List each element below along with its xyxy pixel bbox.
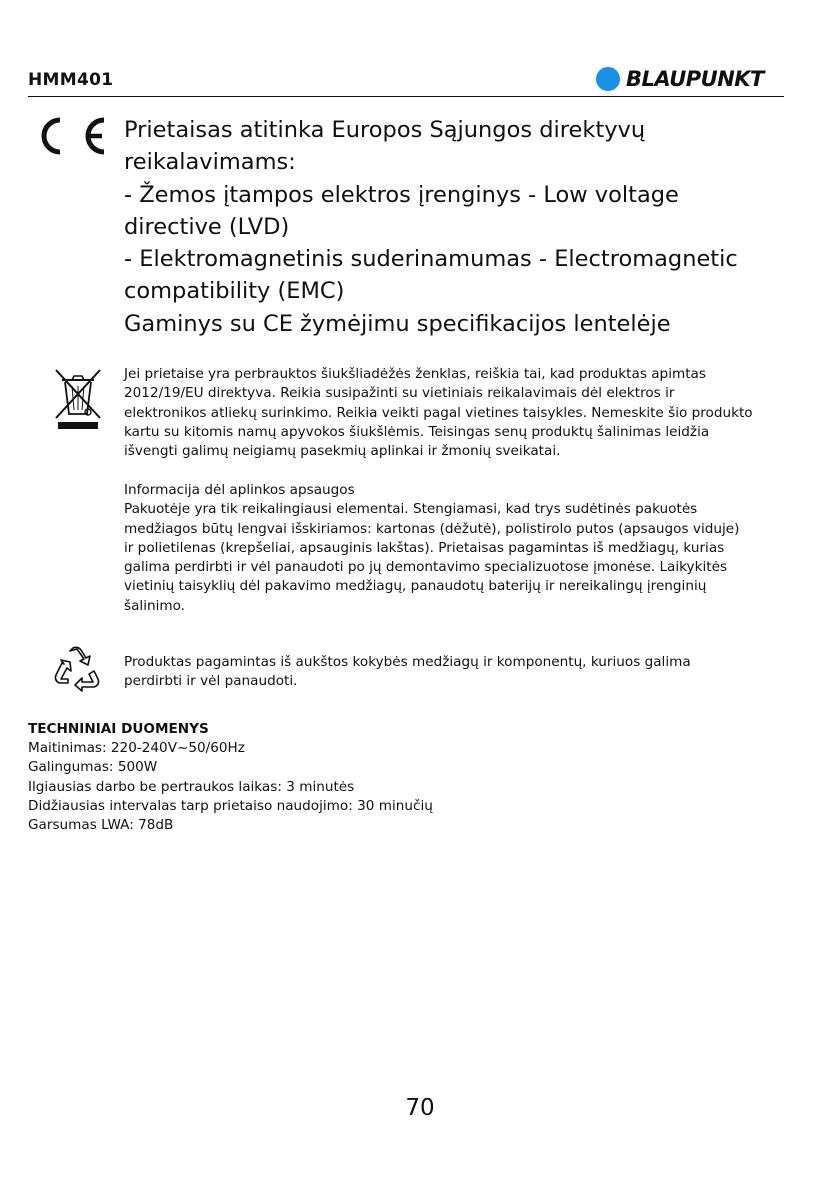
ce-line: Prietaisas atitinka Europos Sąjungos direktyvų <box>124 117 646 143</box>
ce-mark-icon <box>26 116 112 156</box>
brand-logo <box>596 66 764 92</box>
brand-dot-icon <box>596 67 620 91</box>
weee-line: elektronikos atliekų surinkimo. Reikia veikti pagal vietines taisykles. Nemeskite šio produkto <box>124 404 753 421</box>
technical-item: Garsumas LWA: 78dB <box>28 817 174 834</box>
environment-line: Informacija dėl aplinkos apsaugos <box>124 482 355 498</box>
weee-line: Jei prietaise yra perbrauktos šiukšliadėžės ženklas, reiškia tai, kad produktas apimtas <box>124 366 706 382</box>
weee-line: kartu su kitomis namų apyvokos šiukšlėmis. Teisingas senų produktų šalinimas leidžia <box>124 423 710 440</box>
ce-line: reikalavimams: <box>124 149 296 176</box>
ce-line: compatibility (EMC) <box>124 278 345 305</box>
environment-line: medžiagos būtų lengvai išskiriamos: kartonas (dėžutė), polistirolo putos (apsaugos viduje) <box>124 520 740 537</box>
environment-line: šalinimo. <box>124 597 185 614</box>
environment-line: galima perdirbti ir vėl panaudoti po jų demontavimo specializuotose įmonėse. Laikykitės <box>124 559 728 576</box>
weee-line: 2012/19/EU direktyva. Reikia susipažinti su vietiniais reikalavimais dėl elektros ir <box>124 385 675 402</box>
page-number: 70 <box>405 1095 435 1121</box>
weee-line: išvengti galimų neigiamų pasekmių aplinkai ir žmonių sveikatai. <box>124 443 561 460</box>
technical-heading: TECHNINIAI DUOMENYS <box>28 721 209 737</box>
recycle-line: perdirbti ir vėl panaudoti. <box>124 673 298 690</box>
recycle-line: Produktas pagamintas iš aukštos kokybės medžiagų ir komponentų, kuriuos galima <box>124 654 691 670</box>
technical-data <box>28 720 788 835</box>
ce-declaration <box>124 114 784 340</box>
brand-name: BLAUPUNKT <box>626 67 764 91</box>
weee-notice <box>124 365 804 461</box>
environment-line: Pakuotėje yra tik reikalingiausi elementai. Stengiamasi, kad trys sudėtinės pakuotės <box>124 501 698 518</box>
ce-line: - Žemos įtampos elektros įrenginys - Low voltage <box>124 181 679 208</box>
technical-item: Didžiausias intervalas tarp prietaiso naudojimo: 30 minučių <box>28 797 433 814</box>
header-divider <box>28 96 784 97</box>
crossed-bin-icon <box>52 368 104 432</box>
technical-item: Ilgiausias darbo be pertraukos laikas: 3 minutės <box>28 778 355 795</box>
ce-line: - Elektromagnetinis suderinamumas - Electromagnetic <box>124 246 738 273</box>
environment-line: vietinių taisyklių dėl pakavimo medžiagų, panaudotų baterijų ir nereikalingų įrenginių <box>124 578 707 595</box>
technical-item: Maitinimas: 220-240V~50/60Hz <box>28 740 245 757</box>
environment-line: ir polietilenas (krepšeliai, apsauginis lakštas). Prietaisas pagamintas iš medžiagų, kurias <box>124 539 725 556</box>
recycle-icon <box>52 645 102 695</box>
technical-item: Galingumas: 500W <box>28 759 158 776</box>
recycle-notice <box>124 653 804 692</box>
model-name: HMM401 <box>28 70 114 90</box>
ce-line: Gaminys su CE žymėjimu specifikacijos lentelėje <box>124 310 671 337</box>
ce-line: directive (LVD) <box>124 213 290 240</box>
environment-info <box>124 481 804 616</box>
